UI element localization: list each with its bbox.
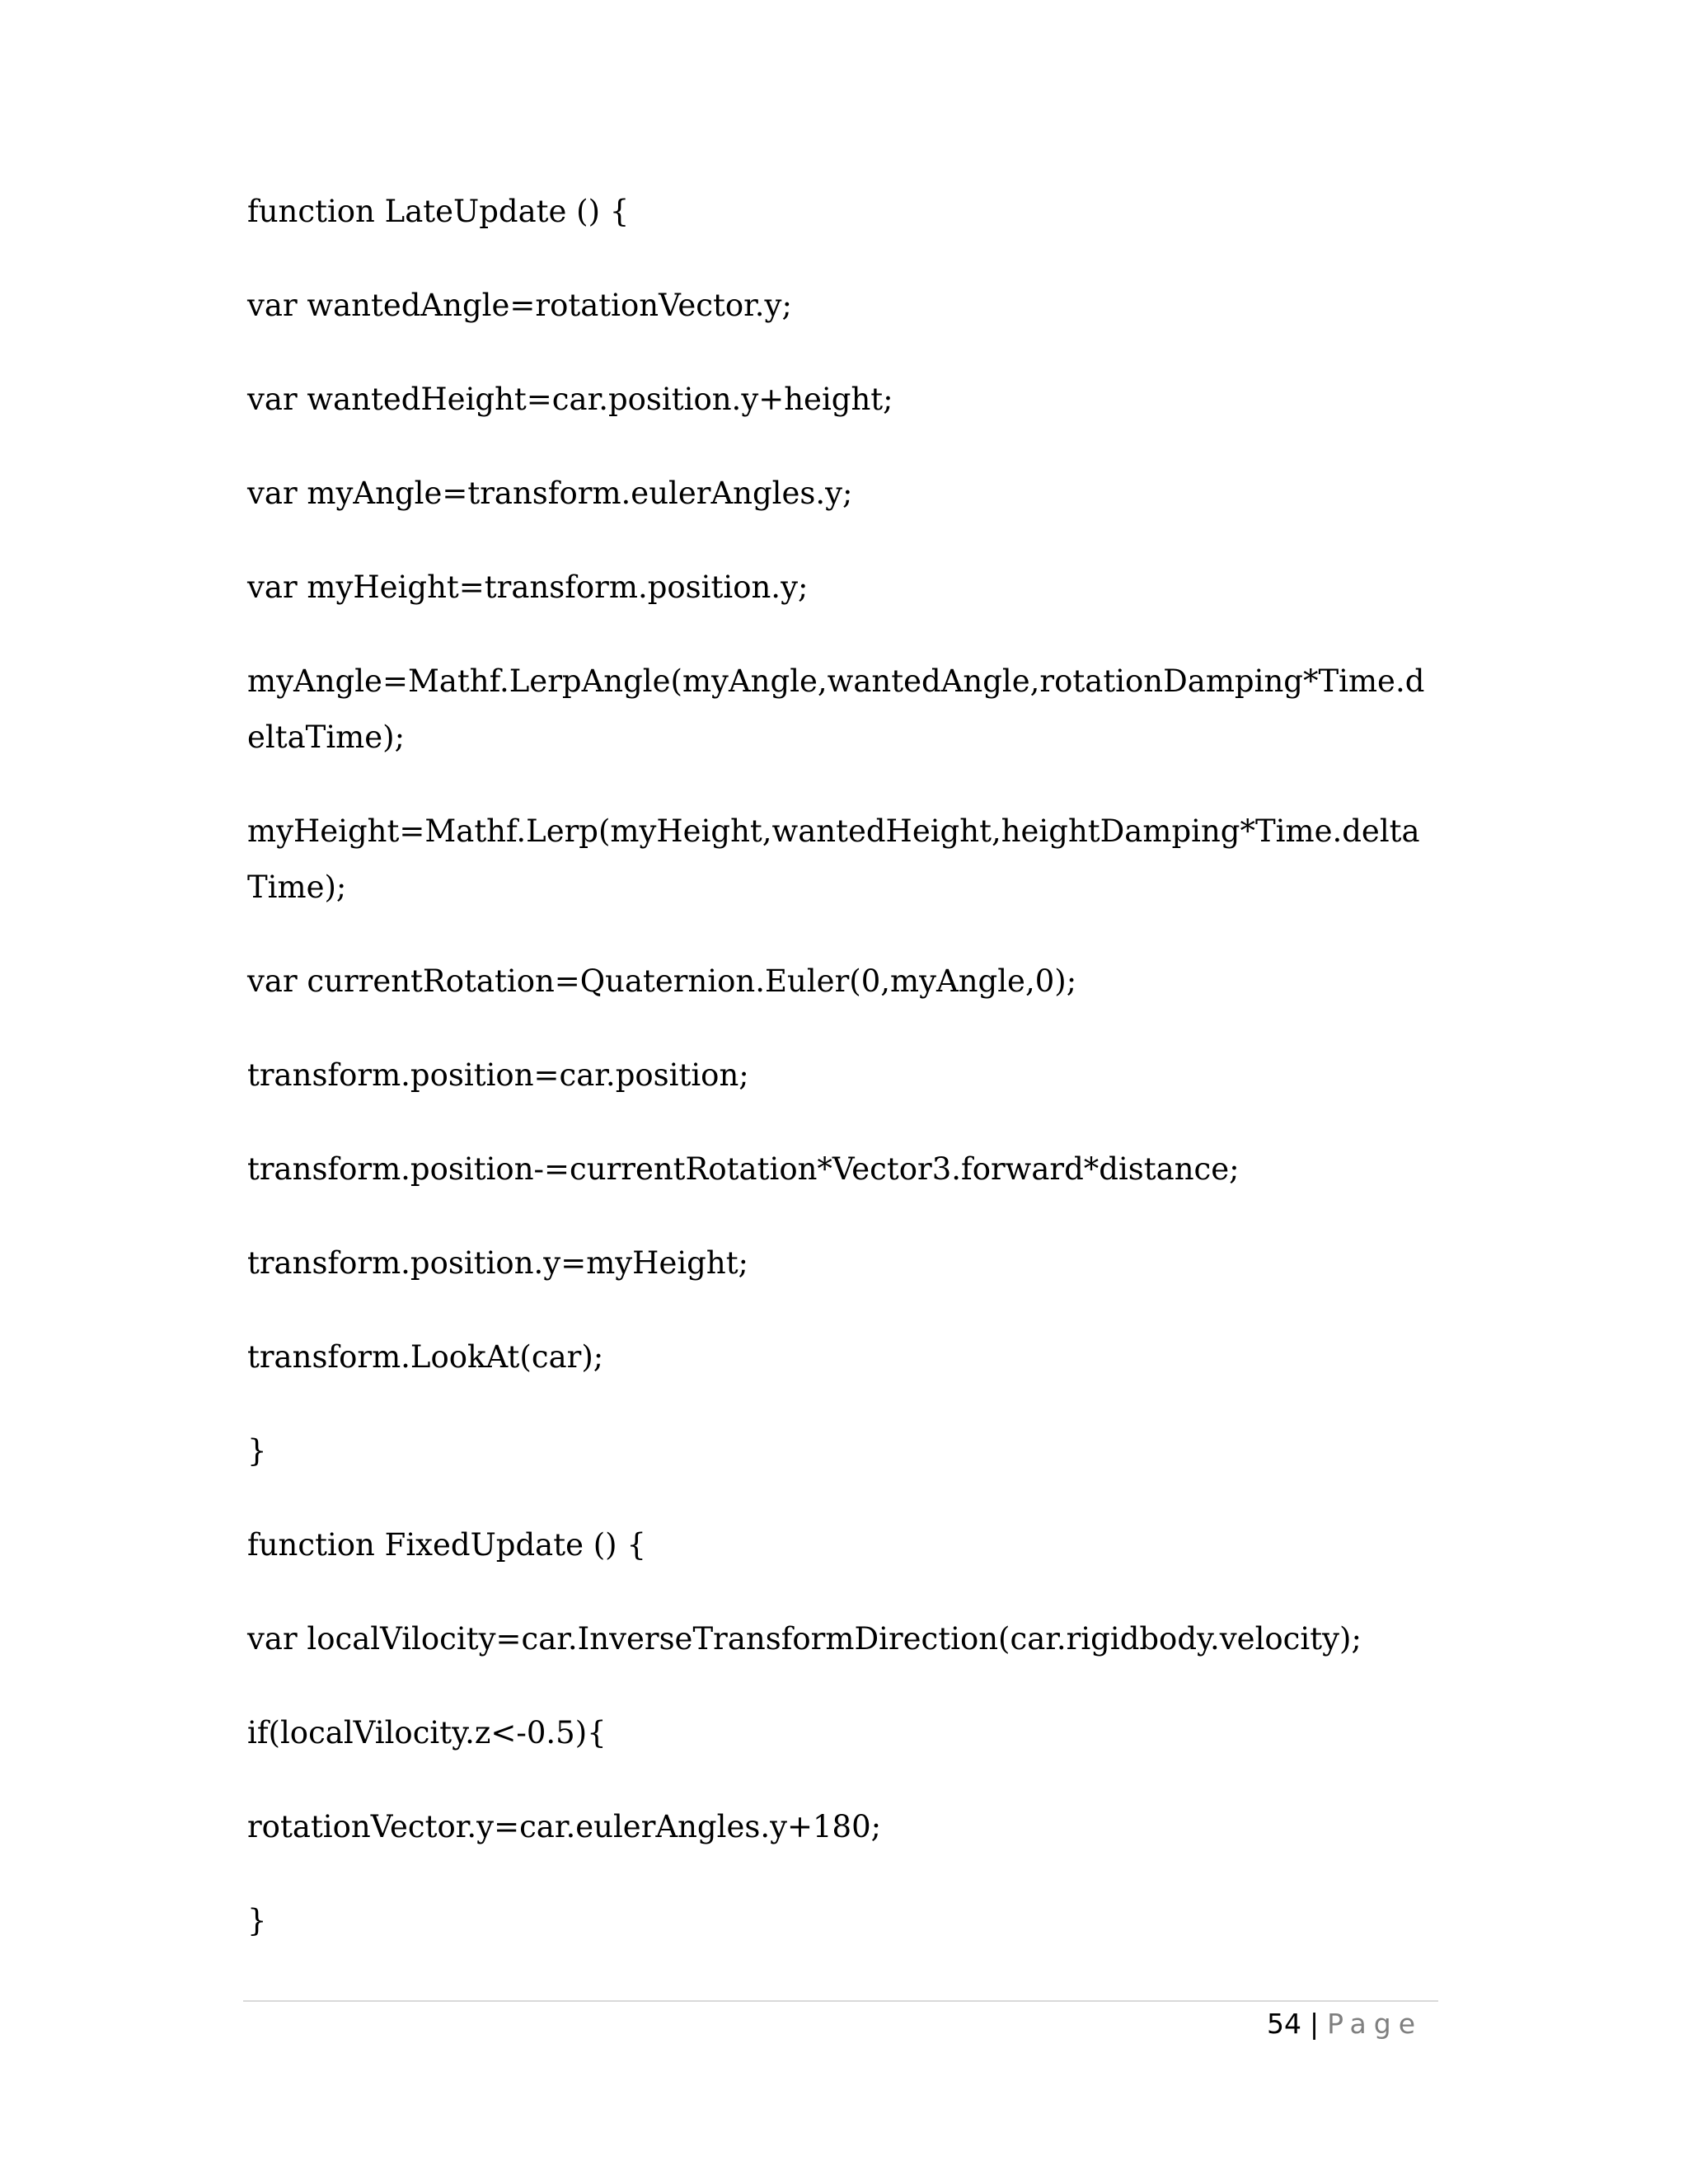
code-line: transform.position.y=myHeight; [247, 1245, 749, 1281]
code-line: } [247, 1903, 267, 1938]
code-line: function FixedUpdate () { [247, 1527, 646, 1563]
code-line: var wantedAngle=rotationVector.y; [247, 288, 792, 323]
footer-separator: | [1309, 2008, 1320, 2040]
code-line: var currentRotation=Quaternion.Euler(0,myAngle,0); [247, 963, 1077, 999]
code-line: var myAngle=transform.eulerAngles.y; [247, 476, 853, 511]
code-line: rotationVector.y=car.eulerAngles.y+180; [247, 1809, 882, 1844]
code-line: function LateUpdate () { [247, 194, 630, 229]
code-line: transform.position-=currentRotation*Vector3.forward*distance; [247, 1151, 1240, 1187]
code-line: myAngle=Mathf.LerpAngle(myAngle,wantedAngle,rotationDamping*Time.deltaTime); [247, 663, 1425, 755]
code-line: if(localVilocity.z<-0.5){ [247, 1715, 607, 1750]
code-line: transform.position=car.position; [247, 1057, 749, 1093]
page-label: Page [1327, 2008, 1423, 2040]
code-line: myHeight=Mathf.Lerp(myHeight,wantedHeight,heightDamping*Time.deltaTime); [247, 813, 1420, 905]
page-footer [1267, 2004, 1423, 2044]
footer-divider [243, 2000, 1438, 2002]
code-line: transform.LookAt(car); [247, 1339, 604, 1375]
code-line: } [247, 1433, 267, 1469]
code-line: var localVilocity=car.InverseTransformDirection(car.rigidbody.velocity); [247, 1621, 1362, 1657]
page-number: 54 [1266, 2008, 1301, 2040]
code-line: var myHeight=transform.position.y; [247, 569, 809, 605]
code-line: var wantedHeight=car.position.y+height; [247, 382, 893, 417]
